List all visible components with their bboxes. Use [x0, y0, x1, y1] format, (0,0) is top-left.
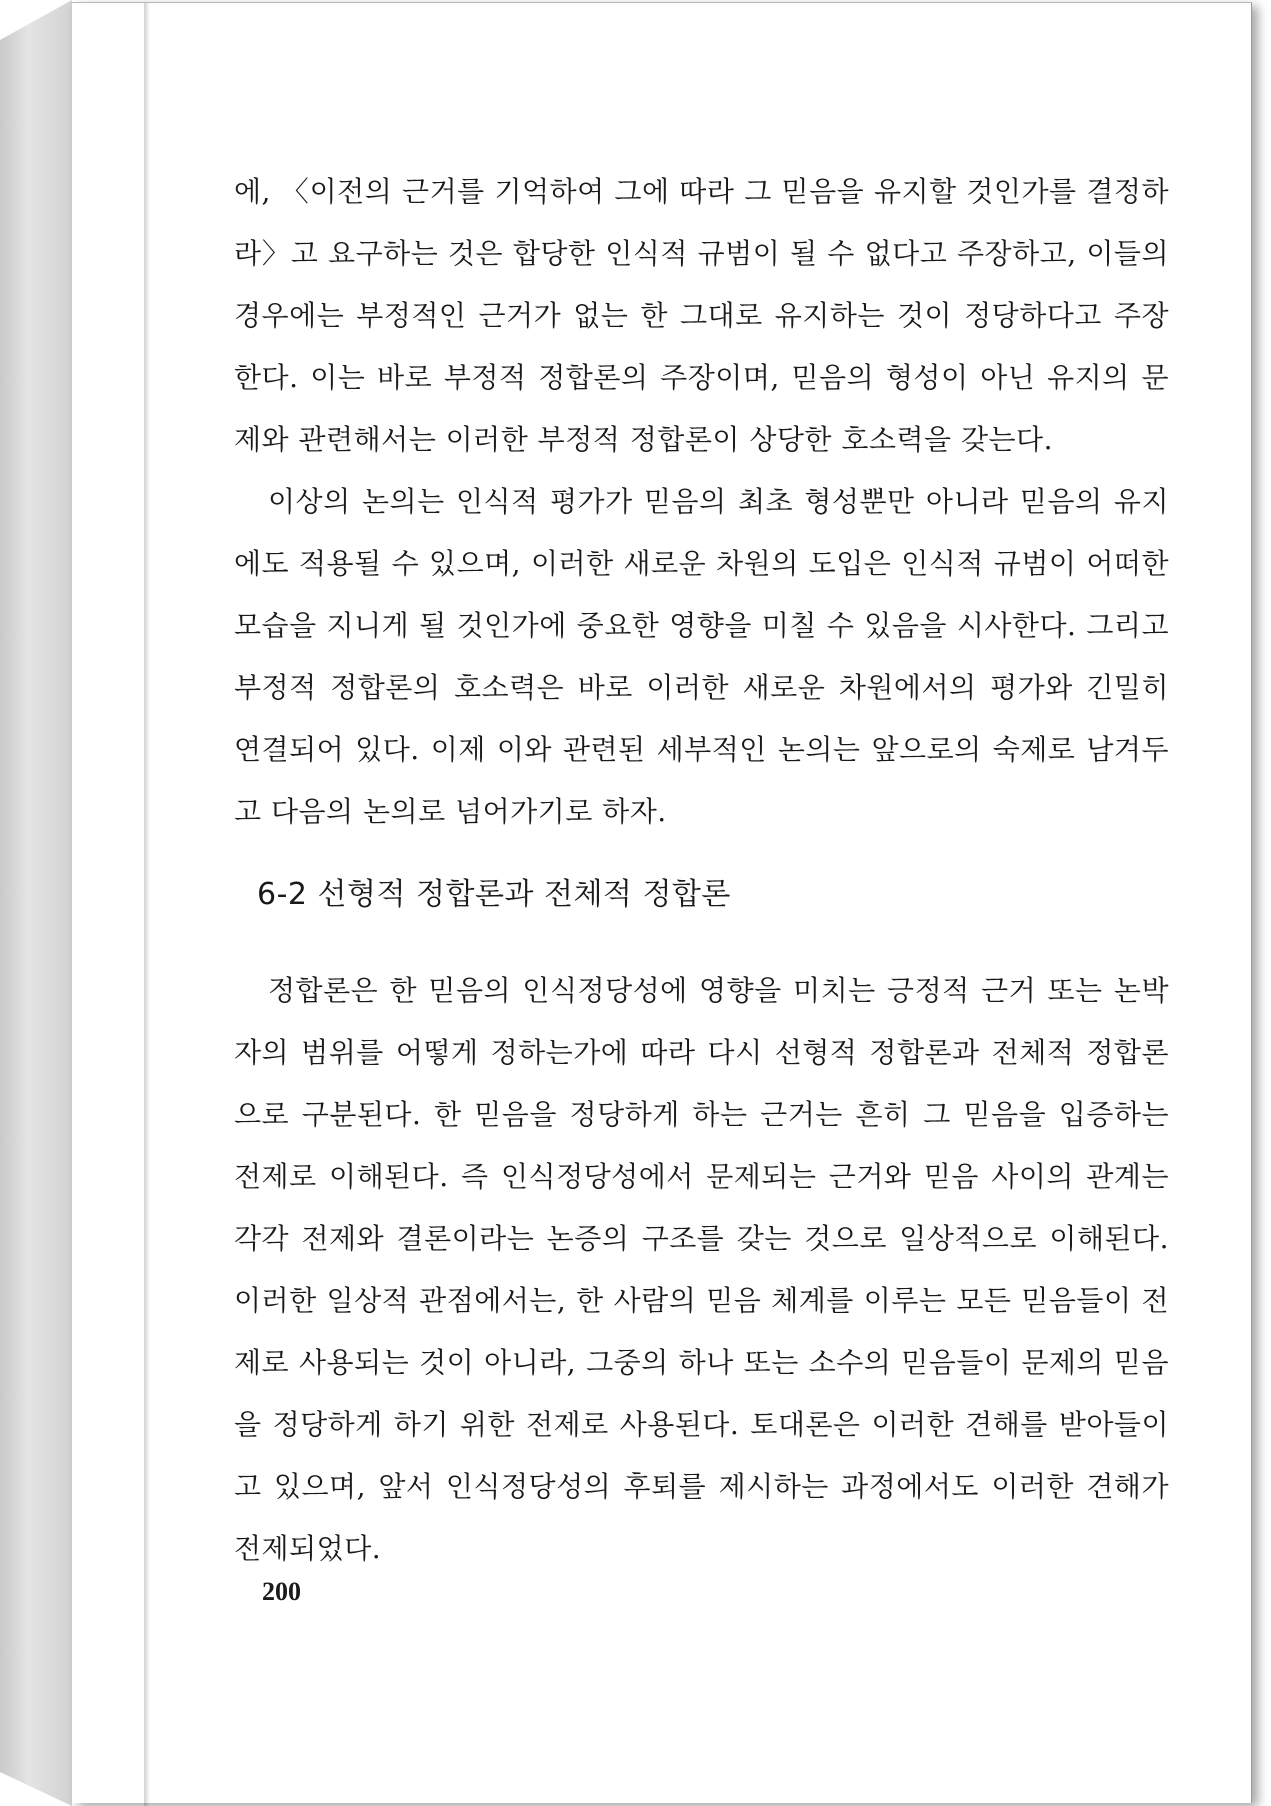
page-number: 200	[262, 1577, 301, 1606]
paragraph: 이상의 논의는 인식적 평가가 믿음의 최초 형성뿐만 아니라 믿음의 유지에도 적용될 수 있으며, 이러한 새로운 차원의 도입은 인식적 규범이 어떠한 모습을 지니게 될 것인가에 중요한 영향을 미칠 수 있음을 시사한다. 그리고 부정적 정합론의 호소력은 바로 이러한 새로운 차원에서의 평가와 긴밀히 연결되어 있다. 이제 이와 관련된 세부적인 논의는 앞으로의 숙제로 남겨두고 다음의 논의로 넘어가기로 하자.	[234, 485, 1169, 828]
paragraph-continued: 에, 〈이전의 근거를 기억하여 그에 따라 그 믿음을 유지할 것인가를 결정하라〉고 요구하는 것은 합당한 인식적 규범이 될 수 없다고 주장하고, 이들의 경우에는 부정적인 근거가 없는 한 그대로 유지하는 것이 정당하다고 주장한다. 이는 바로 부정적 정합론의 주장이며, 믿음의 형성이 아닌 유지의 문제와 관련해서는 이러한 부정적 정합론이 상당한 호소력을 갖는다.	[234, 175, 1169, 456]
section-heading: 6-2 선형적 정합론과 전체적 정합론	[257, 877, 731, 912]
book-spine-edge	[0, 0, 72, 1806]
page-gutter-shadow	[144, 3, 150, 1806]
book-page	[72, 2, 1252, 1803]
body-text-section	[234, 960, 1169, 1580]
paragraph: 정합론은 한 믿음의 인식정당성에 영향을 미치는 긍정적 근거 또는 논박자의 범위를 어떻게 정하는가에 따라 다시 선형적 정합론과 전체적 정합론으로 구분된다. 한 믿음을 정당하게 하는 근거는 흔히 그 믿음을 입증하는 전제로 이해된다. 즉 인식정당성에서 문제되는 근거와 믿음 사이의 관계는 각각 전제와 결론이라는 논증의 구조를 갖는 것으로 일상적으로 이해된다. 이러한 일상적 관점에서는, 한 사람의 믿음 체계를 이루는 모든 믿음들이 전제로 사용되는 것이 아니라, 그중의 하나 또는 소수의 믿음들이 문제의 믿음을 정당하게 하기 위한 전제로 사용된다. 토대론은 이러한 견해를 받아들이고 있으며, 앞서 인식정당성의 후퇴를 제시하는 과정에서도 이러한 견해가 전제되었다.	[234, 974, 1169, 1565]
body-text-top	[234, 161, 1169, 843]
